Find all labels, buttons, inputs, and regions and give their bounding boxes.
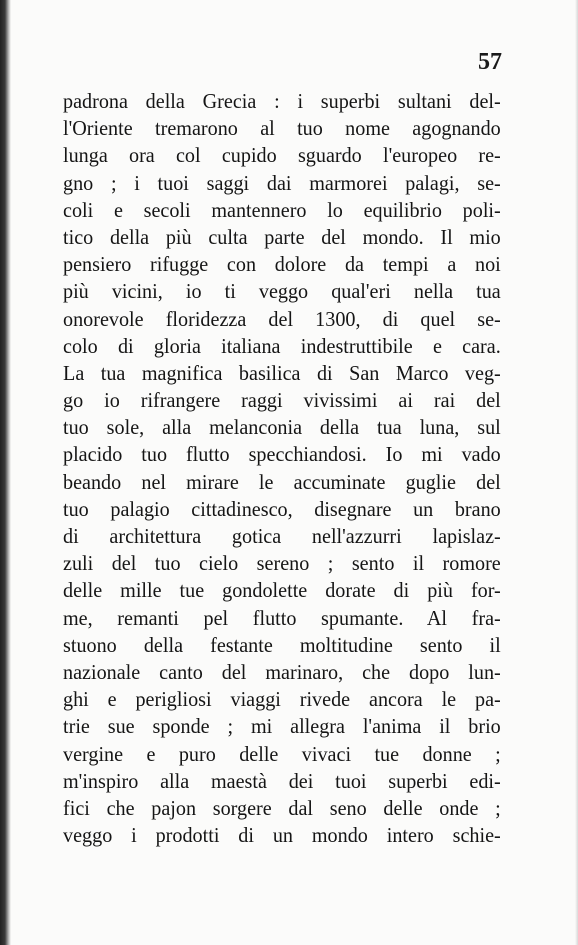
text-line: veggo i prodotti di un mondo intero schie- — [63, 823, 501, 848]
text-line: l'Oriente tremarono al tuo nome agognando — [63, 116, 501, 141]
page-number: 57 — [478, 49, 502, 75]
text-line: padrona della Grecia : i superbi sultani del- — [63, 89, 501, 113]
text-line: lunga ora col cupido sguardo l'europeo re- — [63, 143, 501, 168]
text-line: beando nel mirare le accuminate guglie del — [63, 469, 501, 494]
text-line: colo di gloria italiana indestruttibile e cara. — [63, 333, 501, 358]
text-line: trie sue sponde ; mi allegra l'anima il brio — [63, 714, 501, 739]
text-line: go io rifrangere raggi vivissimi ai rai del — [63, 388, 501, 413]
text-line: delle mille tue gondolette dorate di più for- — [63, 578, 501, 603]
text-line: più vicini, io ti veggo qual'eri nella tua — [63, 279, 501, 304]
text-line: tuo palagio cittadinesco, disegnare un brano — [63, 496, 501, 521]
text-line: coli e secoli mantennero lo equilibrio poli- — [63, 197, 501, 222]
text-line: tuo sole, alla melanconia della tua luna, sul — [63, 415, 501, 440]
text-line: gno ; i tuoi saggi dai marmorei palagi, se- — [63, 170, 501, 195]
text-line: nazionale canto del marinaro, che dopo lun- — [63, 659, 501, 684]
body-text — [63, 88, 501, 849]
text-line: pensiero rifugge con dolore da tempi a noi — [63, 252, 501, 277]
text-line: m'inspiro alla maestà dei tuoi superbi edi- — [63, 768, 501, 793]
text-line: placido tuo flutto specchiandosi. Io mi vado — [63, 442, 501, 467]
text-line: stuono della festante moltitudine sento il — [63, 632, 501, 657]
text-line: tico della più culta parte del mondo. Il mio — [63, 224, 501, 249]
text-line: fici che pajon sorgere dal seno delle onde ; — [63, 795, 501, 820]
text-line: vergine e puro delle vivaci tue donne ; — [63, 741, 501, 766]
text-line: di architettura gotica nell'azzurri lapislaz- — [63, 524, 501, 548]
text-line: me, remanti pel flutto spumante. Al fra- — [63, 605, 501, 630]
text-line: ghi e perigliosi viaggi rivede ancora le pa- — [63, 687, 501, 712]
text-line: onorevole floridezza del 1300, di quel se- — [63, 306, 501, 331]
page-gutter-shadow — [0, 0, 11, 945]
text-line: La tua magnifica basilica di San Marco veg- — [63, 360, 501, 385]
text-line: zuli del tuo cielo sereno ; sento il romore — [63, 551, 501, 576]
